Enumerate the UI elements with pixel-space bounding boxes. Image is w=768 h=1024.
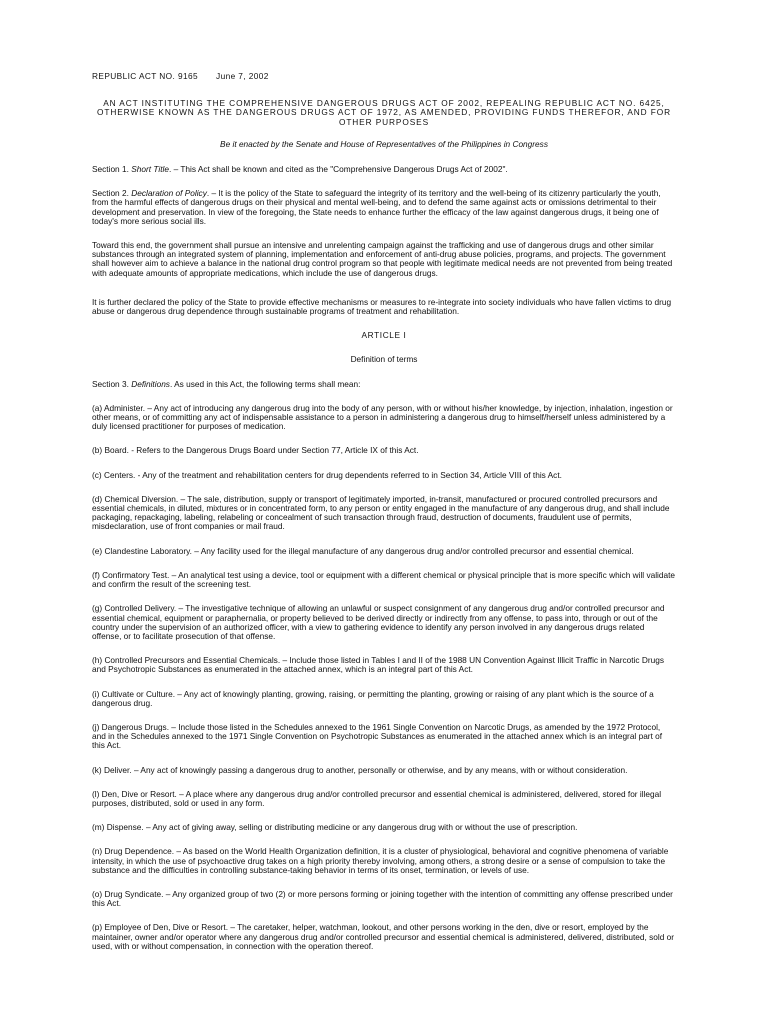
section-2-paragraph-2: Toward this end, the government shall pursue an intensive and unrelenting campaign against the trafficking and use of dangerous drugs and other similar substances through an integrated system of planning, implementation and enforcement of anti-drug abuse policies, programs, and projects. The government shall however aim to achieve a balance in the national drug control program so that people with legitimate medical needs are not prevented from being treated with adequate amounts of appropriate medications, which include the use of dangerous drugs. (92, 240, 673, 278)
article-title: Definition of terms (350, 354, 418, 365)
definition-j: (j) Dangerous Drugs. – Include those listed in the Schedules annexed to the 1961 Single Convention on Narcotic Drugs, as amended by the 1972 Protocol, and in the Schedules annexed to the 1971 Single Convention on Psychotropic Substances as enumerated in the attached annex which is an integral part of this Act. (92, 721, 663, 751)
definition-n: (n) Drug Dependence. – As based on the World Health Organization definition, it is a cluster of physiological, behavioral and cognitive phenomena of variable intensity, in which the use of psychoactive drug takes on a high priority thereby involving, among others, a strong desire or a sense of compulsion to take the substance and the difficulties in controlling substance-taking behavior in terms of its onset, termination, or levels of use. (92, 846, 669, 875)
definition-l: (l) Den, Dive or Resort. – A place where any dangerous drug and/or controlled precursor and essential chemical is administered, delivered, stored for illegal purposes, distributed, sold or used in any form. (92, 788, 662, 808)
section-2 (92, 189, 676, 226)
act-number: REPUBLIC ACT NO. 9165 (92, 71, 199, 81)
section-1-heading: Short Title (131, 164, 169, 175)
section-3-text: . As used in this Act, the following terms shall mean: (169, 378, 361, 389)
definition-g: (g) Controlled Delivery. – The investigative technique of allowing an unlawful or suspect consignment of any dangerous drug and/or controlled precursor and essential chemical, equipment or paraphernalia, or property believed to be derived directly or indirectly from any offense, to pass into, through or out of the country under the supervision of an authorized officer, with a view to gathering evidence to identify any person involved in any dangerous drugs related offense, or to facilitate prosecution of that offense. (92, 603, 665, 641)
article-number: ARTICLE I (361, 330, 407, 341)
definition-b: (b) Board. - Refers to the Dangerous Drugs Board under Section 77, Article IX of this Act. (92, 445, 419, 456)
act-date: June 7, 2002 (216, 71, 269, 81)
definition-m: (m) Dispense. – Any act of giving away, selling or distributing medicine or any dangerous drug with or without the use of prescription. (92, 822, 578, 833)
act-header (92, 72, 676, 81)
section-1 (92, 165, 676, 174)
section-1-label: Section 1. (92, 164, 129, 175)
section-3-heading: Definitions (131, 378, 170, 389)
definition-c: (c) Centers. - Any of the treatment and rehabilitation centers for drug dependents referred to in Section 34, Article VIII of this Act. (92, 469, 562, 480)
section-2-label: Section 2. (92, 188, 129, 199)
definition-p: (p) Employee of Den, Dive or Resort. – The caretaker, helper, watchman, lookout, and other persons working in the den, dive or resort, employed by the maintainer, owner and/or operator where any dangerous drug and/or controlled precursor and essential chemical is administered, delivered, distributed, sold or used, with or without compensation, in connection with the operation thereof. (92, 922, 675, 951)
definition-o: (o) Drug Syndicate. – Any organized group of two (2) or more persons forming or joining together with the intention of committing any offense prescribed under this Act. (92, 888, 673, 909)
section-2-heading: Declaration of Policy (131, 188, 207, 199)
section-3 (92, 380, 676, 389)
section-2-paragraph-3: It is further declared the policy of the State to provide effective mechanisms or measures to re-integrate into society individuals who have fallen victims to drug abuse or dangerous drug dependence through sustainable programs of treatment and rehabilitation. (92, 296, 672, 317)
section-2-text: . – It is the policy of the State to safeguard the integrity of its territory and the well-being of its citizenry particularly the youth, from the harmful effects of dangerous drugs on their physical and mental well-being, and to defend the same against acts or omissions detrimental to their development and preservation. In view of the foregoing, the State needs to enhance further the efficacy of the law against dangerous drugs, it being one of today's more serious social ills. (92, 188, 661, 226)
enacting-clause: Be it enacted by the Senate and House of Representatives of the Philippines in Congress (220, 138, 548, 149)
section-1-text: . – This Act shall be known and cited as the "Comprehensive Dangerous Drugs Act of 2002". (168, 164, 508, 175)
act-title: AN ACT INSTITUTING THE COMPREHENSIVE DANGEROUS DRUGS ACT OF 2002, REPEALING REPUBLIC ACT NO. 6425, OTHERWISE KNOWN AS THE DANGEROUS DRUGS ACT OF 1972, AS AMENDED, PROVIDING FUNDS THEREFOR, AND FOR OTHER PURPOSES (97, 98, 671, 127)
definition-k: (k) Deliver. – Any act of knowingly passing a dangerous drug to another, personally or otherwise, and by any means, with or without consideration. (92, 764, 628, 775)
definition-e: (e) Clandestine Laboratory. – Any facility used for the illegal manufacture of any dangerous drug and/or controlled precursor and essential chemical. (92, 545, 634, 556)
definition-f: (f) Confirmatory Test. – An analytical test using a device, tool or equipment with a different chemical or physical principle that is more specific which will validate and confirm the result of the screening test. (92, 569, 676, 590)
definition-i: (i) Cultivate or Culture. – Any act of knowingly planting, growing, raising, or permitting the planting, growing or raising of any plant which is the source of a dangerous drug. (92, 688, 654, 708)
section-3-label: Section 3. (92, 378, 129, 389)
definition-a: (a) Administer. – Any act of introducing any dangerous drug into the body of any person, with or without his/her knowledge, by injection, inhalation, ingestion or other means, or of committing any act of indispensable assistance to a person in administering a dangerous drug to himself/herself unless administered by a duly licensed practitioner for purposes of medication. (92, 402, 673, 432)
definition-d: (d) Chemical Diversion. – The sale, distribution, supply or transport of legitimately imported, in-transit, manufactured or procured controlled precursors and essential chemicals, in diluted, mixtures or in concentrated form, to any person or entity engaged in the manufacture of any dangerous drug, and shall include packaging, repackaging, labeling, relabeling or concealment of such transaction through fraud, destruction of documents, fraudulent use of permits, misdeclaration, use of front companies or mail fraud. (92, 493, 670, 532)
definition-h: (h) Controlled Precursors and Essential Chemicals. – Include those listed in Tables I and II of the 1988 UN Convention Against Illicit Traffic in Narcotic Drugs and Psychotropic Substances as enumerated in the attached annex, which is an integral part of this Act. (92, 655, 664, 675)
